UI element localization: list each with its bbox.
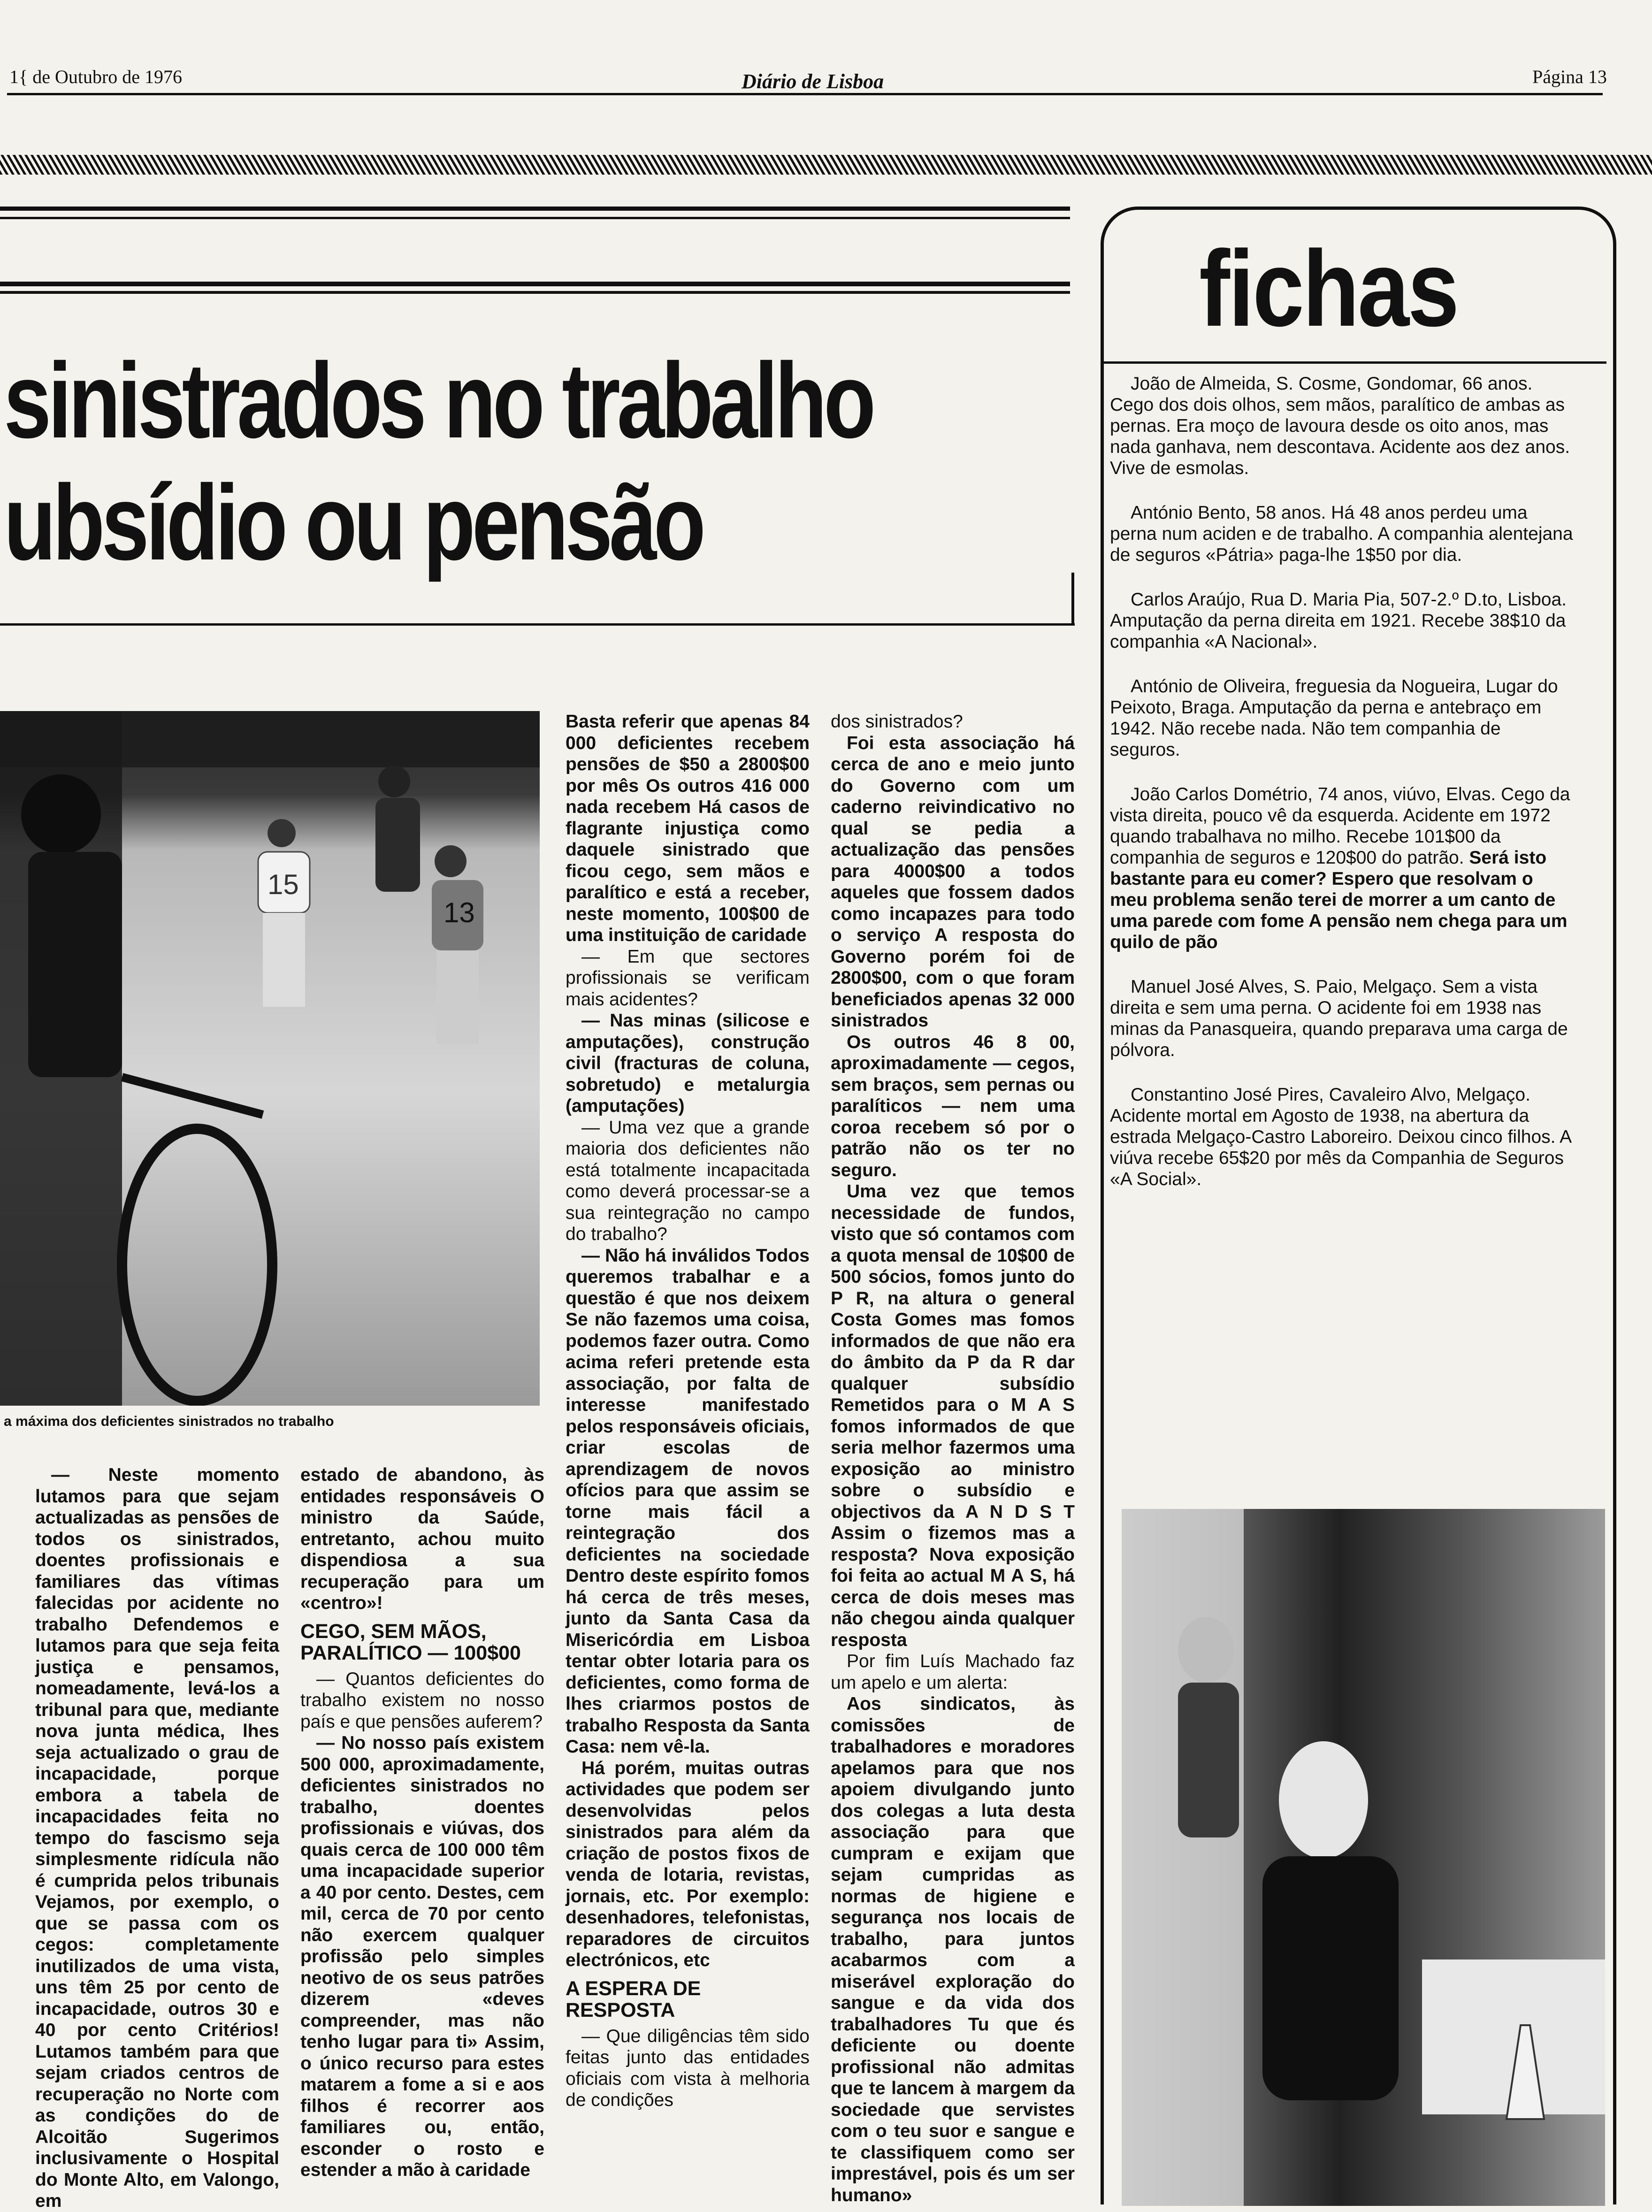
headline-rule-mid2 (0, 291, 1070, 294)
article-column-3 (566, 711, 810, 2111)
ficha-entry: João de Almeida, S. Cosme, Gondomar, 66 anos. Cego dos dois olhos, sem mãos, paralítico de ambas as pernas. Era moço de lavoura desde os oito anos, mas nada ganhava, nem descontava. Acidente aos dez anos. Vive de esmolas. (1110, 374, 1570, 478)
photo-workshop-illustration (1122, 1509, 1605, 2206)
article-question: — Quantos deficientes do trabalho existem no nosso país e que pensões auferem? (300, 1669, 544, 1732)
ficha-entry: Carlos Araújo, Rua D. Maria Pia, 507-2.º D.to, Lisboa. Amputação da perna direita em 1921. Recebe 38$10 da companhia «A Nacional». (1110, 589, 1567, 652)
article-paragraph: Por fim Luís Machado faz um apelo e um alerta: (831, 1651, 1075, 1693)
article-paragraph: estado de abandono, às entidades responsáveis O ministro da Saúde, entretanto, achou muito dispendiosa a sua recuperação para um «centro»! (300, 1465, 544, 1613)
headline-line-1: sinistrados no trabalho (4, 341, 873, 460)
fichas-entries (1110, 373, 1575, 1213)
svg-text:15: 15 (268, 869, 299, 900)
headline-rule-right (1071, 573, 1074, 624)
ficha-entry-quote: Será isto bastante para eu comer? Espero que resolvam o meu problema senão terei de morrer a um canto de uma parede com fome A pensão nem chega para um quilo de pão (1110, 848, 1568, 952)
article-answer: — Não há inválidos Todos queremos trabalhar e a questão é que nos deixem Se não fazemos uma coisa, podemos fazer outra. Como acima referi pretende esta associação, por falta de interesse manifestado pelos responsáveis oficiais, criar escolas de aprendizagem de novos ofícios para que assim se torne mais fácil a reintegração dos deficientes na sociedade Dentro deste espírito fomos há cerca de três meses, junto da Santa Casa da Misericórdia em Lisboa tentar obter lotaria para os deficientes, como forma de lhes criarmos postos de trabalho Resposta da Santa Casa: nem vê-la. (566, 1245, 810, 1757)
fichas-title: fichas (1199, 228, 1458, 349)
photo-caption: a máxima dos deficientes sinistrados no trabalho (4, 1414, 334, 1429)
page-number: Página 13 (1532, 66, 1607, 87)
headline-rule-top2 (0, 217, 1070, 219)
ficha-entry (1110, 784, 1575, 953)
headline-rule-bottom (0, 623, 1075, 626)
article-question: — Em que sectores profissionais se verificam mais acidentes? (566, 946, 810, 1010)
article-column-2 (300, 1464, 544, 2181)
headline-rule-top (0, 207, 1070, 211)
article-answer: Foi esta associação há cerca de ano e meio junto do Governo com um caderno reivindicativo no qual se pedia a actualização das pensões para 4000$00 a todos aqueles que fossem dados como incapazes para todo o serviço A resposta do Governo porém foi de 2800$00, com o que foram beneficiados apenas 32 000 sinistrados (831, 733, 1075, 1031)
article-question: dos sinistrados? (831, 712, 963, 732)
article-paragraph: Aos sindicatos, às comissões de trabalhadores e moradores apelamos para que nos apoiem divulgando junto dos colegas a luta desta associação para que cumpram e exijam que sejam cumpridas as normas de higiene e segurança nos locais de trabalho, para juntos acabarmos com a miserável exploração do sangue e da vida dos trabalhadores Tu que és deficiente ou doente profissional não admitas que te lancem à margem da sociedade que servistes com o teu suor e sangue e te classifiquem como ser imprestável, pois és um ser humano» (831, 1694, 1075, 2205)
article-column-1 (35, 1464, 279, 2212)
svg-text:13: 13 (444, 897, 475, 928)
ficha-entry-text: João Carlos Dométrio, 74 anos, viúvo, Elvas. Cego da vista direita, pouco vê da esquerda. Acidente em 1972 quando trabalhava no milho. Recebe 101$00 da companhia de seguros e 120$00 do patrão. (1110, 784, 1570, 868)
headline-rule-mid (0, 282, 1070, 286)
article-paragraph: Basta referir que apenas 84 000 deficientes recebem pensões de $50 a 2800$00 por mês Os outros 416 000 nada recebem Há casos de flagrante injustiça como daquele sinistrado que ficou cego, sem mãos e paralítico e está a receber, neste momento, 100$00 de uma instituição de caridade (566, 712, 810, 945)
article-paragraph: Há porém, muitas outras actividades que podem ser desenvolvidas pelos sinistrados para além da criação de postos fixos de venda de lotaria, revistas, jornais, etc. Por exemplo: desenhadores, telefonistas, reparadores de circuitos electrónicos, etc (566, 1758, 810, 1970)
hatch-band (0, 155, 1652, 175)
photo-workshop-man (1122, 1509, 1605, 2206)
newspaper-name: Diário de Lisboa (742, 70, 884, 93)
article-column-4 (831, 711, 1075, 2206)
ficha-entry: Constantino José Pires, Cavaleiro Alvo, Melgaço. Acidente mortal em Agosto de 1938, na abertura da estrada Melgaço-Castro Laboreiro. Deixou cinco filhos. A viúva recebe 65$20 por mês da Companhia de Seguros «A Social». (1110, 1085, 1571, 1189)
photo-wheelchair-illustration (0, 711, 540, 1406)
article-paragraph: Os outros 46 8 00, aproximadamente — cegos, sem braços, sem pernas ou paralíticos — nem uma coroa recebem só por o patrão não os ter no seguro. (831, 1032, 1075, 1180)
ficha-entry: António de Oliveira, freguesia da Nogueira, Lugar do Peixoto, Braga. Amputação da perna e antebraço em 1942. Não recebe nada. Não tem companhia de seguros. (1110, 676, 1558, 760)
article-answer: — Nas minas (silicose e amputações), construção civil (fracturas de coluna, sobretudo) e metalurgia (amputações) (566, 1010, 810, 1116)
article-question: — Uma vez que a grande maioria dos deficientes não está totalmente incapacitada como deverá processar-se a sua reintegração no campo do trabalho? (566, 1117, 810, 1244)
subheading-cego: CEGO, SEM MÃOS, PARALÍTICO — 100$00 (300, 1620, 521, 1664)
article-answer: — No nosso país existem 500 000, aproximadamente, deficientes sinistrados no trabalho, doentes profissionais e viúvas, dos quais cerca de 100 000 têm uma incapacidade superior a 40 por cento. Destes, cem mil, cerca de 70 por cento não exercem qualquer profissão pelo simples neotivo de os seus patrões dizerem «deves compreender, mas não tenho lugar para ti» Assim, o único recurso para estes matarem a fome a si e aos filhos é recorrer aos familiares ou, então, esconder o rosto e estender a mão à caridade (300, 1733, 544, 2180)
article-paragraph: — Neste momento lutamos para que sejam actualizadas as pensões de todos os sinistrados, doentes profissionais e familiares das vítimas falecidas por acidente no trabalho Defendemos e lutamos para que seja feita justiça e pensamos, nomeadamente, levá-los a tribunal para que, mediante nova junta médica, lhes seja actualizado o grau de incapacidade, porque embora a tabela de incapacidades feita no tempo do fascismo seja simplesmente ridícula não é cumprida pelos tribunais Vejamos, por exemplo, o que se passa com os cegos: completamente inutilizados de uma vista, uns têm 25 por cento de incapacidade, outros 30 e 40 por cento Critérios! Lutamos também para que sejam criados centros de recuperação no Norte com as condições do de Alcoitão Sugerimos inclusivamente o Hospital do Monte Alto, em Valongo, em (35, 1465, 279, 2211)
header-rule (7, 93, 1603, 95)
subheading-espera: A ESPERA DE RESPOSTA (566, 1977, 701, 2021)
article-question: — Que diligências têm sido feitas junto das entidades oficiais com vista à melhoria de condições (566, 2026, 810, 2110)
fichas-title-rule (1104, 361, 1606, 364)
article-paragraph: Uma vez que temos necessidade de fundos, visto que só contamos com a quota mensal de 10$00 de 500 sócios, fomos junto do P R, na altura o general Costa Gomes mas fomos informados de que não era do âmbito da P da R dar qualquer subsídio Remetidos para o M A S fomos informados de que seria melhor fazermos uma exposição ao ministro sobre o subsídio e objectivos da A N D S T Assim o fizemos mas a resposta? Nova exposição foi feita ao actual M A S, há cerca de dois meses mas não chegou ainda qualquer resposta (831, 1181, 1075, 1650)
headline-line-2: ubsídio ou pensão (4, 463, 703, 582)
photo-wheelchair-football (0, 711, 540, 1406)
header-date: 1{ de Outubro de 1976 (9, 66, 183, 87)
ficha-entry: António Bento, 58 anos. Há 48 anos perdeu uma perna num aciden e de trabalho. A companhia alentejana de seguros «Pátria» paga-lhe 1$50 por dia. (1110, 503, 1573, 565)
ficha-entry: Manuel José Alves, S. Paio, Melgaço. Sem a vista direita e sem uma perna. O acidente foi em 1938 nas minas da Panasqueira, quando preparava uma carga de pólvora. (1110, 977, 1568, 1060)
